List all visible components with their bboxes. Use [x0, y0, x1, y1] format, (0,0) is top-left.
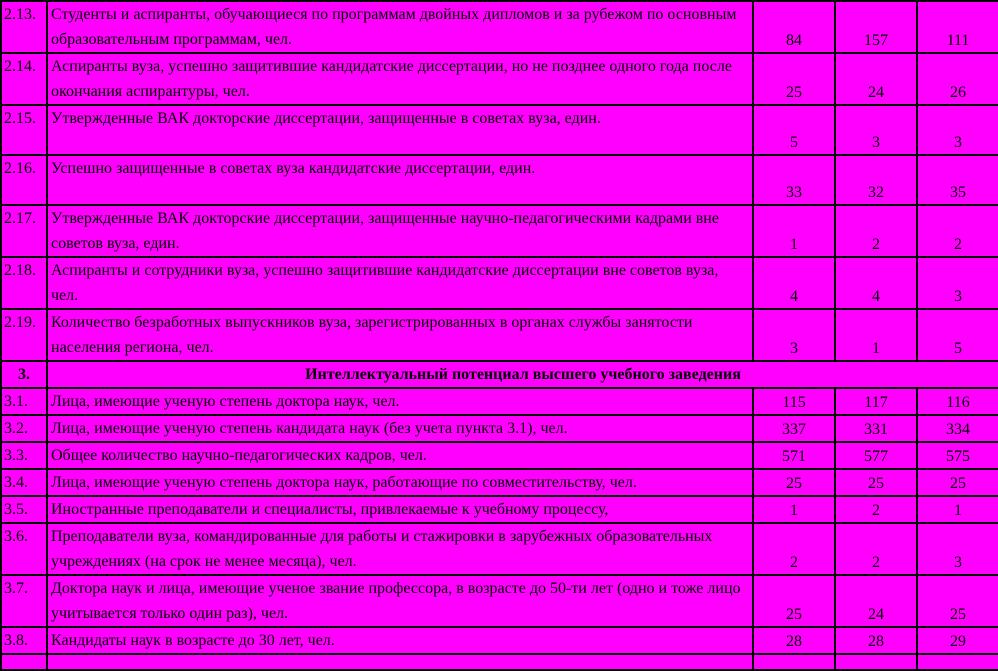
- value-col-3: 26: [917, 53, 998, 105]
- row-number: 3.7.: [1, 575, 47, 627]
- row-description: Аспиранты и сотрудники вуза, успешно защитившие кандидатские диссертации вне советов вуза, чел.: [47, 257, 753, 309]
- row-description: Утвержденные ВАК докторские диссертации, защищенные научно-педагогическими кадрами вне советов вуза, един.: [47, 205, 753, 257]
- value-col-2: 3: [835, 105, 917, 155]
- value-col-1: 1: [753, 205, 835, 257]
- value-col-2: 1: [835, 309, 917, 361]
- value-col-2: 2: [835, 496, 917, 523]
- value-col-1: 28: [753, 627, 835, 654]
- row-number: 2.16.: [1, 155, 47, 205]
- value-col-3: 25: [917, 469, 998, 496]
- value-col-1: 33: [753, 155, 835, 205]
- table-row: [1, 415, 998, 442]
- empty-cell: [1, 654, 47, 670]
- row-number: 3.8.: [1, 627, 47, 654]
- value-col-1: 25: [753, 53, 835, 105]
- row-number: 2.14.: [1, 53, 47, 105]
- empty-cell: [47, 654, 753, 670]
- empty-cell: [835, 654, 917, 670]
- section-header-row: [1, 361, 998, 388]
- row-number: 3.5.: [1, 496, 47, 523]
- table-row: [1, 257, 998, 309]
- value-col-3: 2: [917, 205, 998, 257]
- value-col-3: 3: [917, 257, 998, 309]
- row-description: Лица, имеющие ученую степень кандидата наук (без учета пункта 3.1), чел.: [47, 415, 753, 442]
- table-row: [1, 575, 998, 627]
- value-col-1: 337: [753, 415, 835, 442]
- value-col-1: 2: [753, 523, 835, 575]
- row-description: Количество безработных выпускников вуза, зарегистрированных в органах службы занятости населения региона, чел.: [47, 309, 753, 361]
- value-col-3: 3: [917, 523, 998, 575]
- value-col-2: 24: [835, 53, 917, 105]
- value-col-1: 3: [753, 309, 835, 361]
- table-row: [1, 496, 998, 523]
- value-col-3: 25: [917, 575, 998, 627]
- value-col-1: 4: [753, 257, 835, 309]
- row-number: 2.15.: [1, 105, 47, 155]
- row-description: Доктора наук и лица, имеющие ученое звание профессора, в возрасте до 50-ти лет (одно и тоже лицо учитывается только один раз), чел.: [47, 575, 753, 627]
- row-description: Утвержденные ВАК докторские диссертации, защищенные в советах вуза, един.: [47, 105, 753, 155]
- value-col-2: 577: [835, 442, 917, 469]
- value-col-3: 1: [917, 496, 998, 523]
- empty-cell: [753, 654, 835, 670]
- row-description: Лица, имеющие ученую степень доктора наук, чел.: [47, 388, 753, 415]
- table-row: [1, 654, 998, 670]
- value-col-1: 84: [753, 1, 835, 53]
- table-row: [1, 388, 998, 415]
- value-col-2: 331: [835, 415, 917, 442]
- section-title: Интеллектуальный потенциал высшего учебного заведения: [47, 361, 998, 388]
- value-col-1: 1: [753, 496, 835, 523]
- value-col-2: 25: [835, 469, 917, 496]
- value-col-3: 111: [917, 1, 998, 53]
- value-col-3: 35: [917, 155, 998, 205]
- value-col-1: 115: [753, 388, 835, 415]
- table-row: [1, 53, 998, 105]
- row-number: 3.1.: [1, 388, 47, 415]
- row-number: 2.19.: [1, 309, 47, 361]
- table-row: [1, 205, 998, 257]
- table-row: [1, 469, 998, 496]
- row-description: Аспиранты вуза, успешно защитившие кандидатские диссертации, но не позднее одного года после окончания аспирантуры, чел.: [47, 53, 753, 105]
- value-col-2: 4: [835, 257, 917, 309]
- row-description: Преподаватели вуза, командированные для работы и стажировки в зарубежных образовательных учреждениях (на срок не менее месяца), чел.: [47, 523, 753, 575]
- value-col-2: 28: [835, 627, 917, 654]
- table-body: [1, 1, 998, 670]
- value-col-3: 575: [917, 442, 998, 469]
- row-description: Лица, имеющие ученую степень доктора наук, работающие по совместительству, чел.: [47, 469, 753, 496]
- row-description: Кандидаты наук в возрасте до 30 лет, чел.: [47, 627, 753, 654]
- row-number: 2.18.: [1, 257, 47, 309]
- row-number: 2.13.: [1, 1, 47, 53]
- value-col-3: 29: [917, 627, 998, 654]
- table-row: [1, 155, 998, 205]
- row-number: 3.4.: [1, 469, 47, 496]
- value-col-3: 3: [917, 105, 998, 155]
- row-number: 3.6.: [1, 523, 47, 575]
- row-description: Иностранные преподаватели и специалисты, привлекаемые к учебному процессу,: [47, 496, 753, 523]
- row-number: 2.17.: [1, 205, 47, 257]
- value-col-2: 24: [835, 575, 917, 627]
- row-number: 3.3.: [1, 442, 47, 469]
- row-description: Общее количество научно-педагогических кадров, чел.: [47, 442, 753, 469]
- value-col-1: 25: [753, 469, 835, 496]
- value-col-1: 5: [753, 105, 835, 155]
- value-col-2: 2: [835, 205, 917, 257]
- row-description: Студенты и аспиранты, обучающиеся по программам двойных дипломов и за рубежом по основным образовательным программам, чел.: [47, 1, 753, 53]
- table-row: [1, 523, 998, 575]
- table-row: [1, 309, 998, 361]
- value-col-1: 25: [753, 575, 835, 627]
- table-row: [1, 1, 998, 53]
- table-row: [1, 105, 998, 155]
- value-col-2: 117: [835, 388, 917, 415]
- value-col-3: 334: [917, 415, 998, 442]
- value-col-2: 32: [835, 155, 917, 205]
- row-number: 3.2.: [1, 415, 47, 442]
- table-row: [1, 442, 998, 469]
- value-col-2: 157: [835, 1, 917, 53]
- row-description: Успешно защищенные в советах вуза кандидатские диссертации, един.: [47, 155, 753, 205]
- empty-cell: [917, 654, 998, 670]
- value-col-1: 571: [753, 442, 835, 469]
- section-number: 3.: [1, 361, 47, 388]
- value-col-3: 116: [917, 388, 998, 415]
- value-col-2: 2: [835, 523, 917, 575]
- value-col-3: 5: [917, 309, 998, 361]
